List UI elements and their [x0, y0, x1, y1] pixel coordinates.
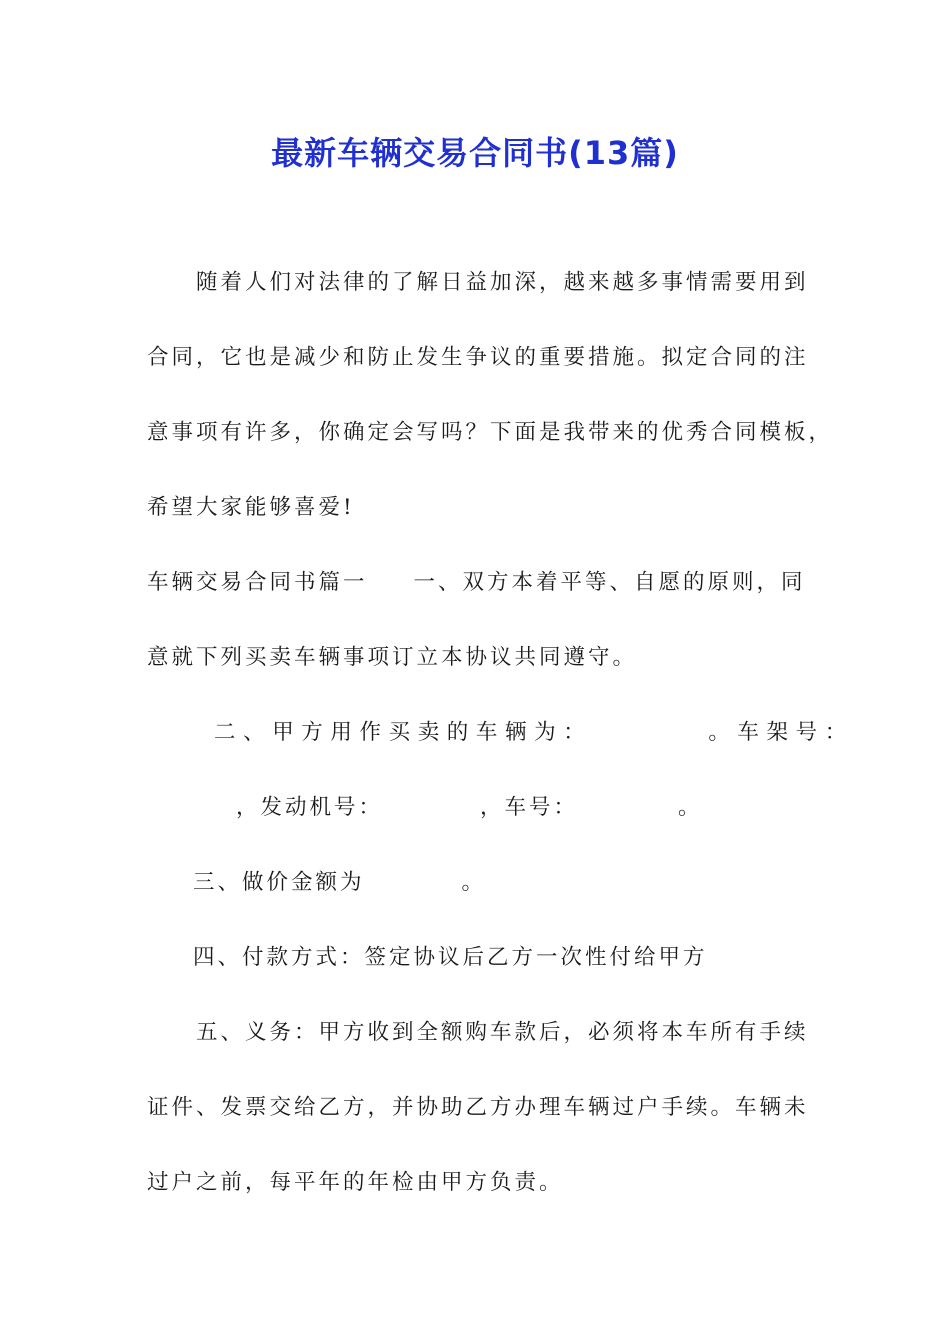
clause-3-line — [193, 868, 486, 898]
clause-4-line: 四、付款方式：签定协议后乙方一次性付给甲方 — [193, 945, 708, 970]
document-title: 最新车辆交易合同书(13篇) — [271, 134, 679, 172]
intro-line-4: 希望大家能够喜爱! — [147, 495, 355, 520]
clause-3-end: 。 — [461, 870, 487, 895]
clause-1-continuation: 意就下列买卖车辆事项订立本协议共同遵守。 — [147, 645, 638, 670]
clause-2-end: 。 — [678, 795, 703, 820]
clause-5-line-3: 过户之前，每平年的年检由甲方负责。 — [147, 1170, 564, 1195]
intro-line-1: 随着人们对法律的了解日益加深，越来越多事情需要用到 — [196, 270, 809, 295]
clause-5-line-1: 五、义务：甲方收到全额购车款后，必须将本车所有手续 — [196, 1020, 809, 1045]
clause-2-line-2 — [236, 793, 703, 823]
clause-2-line-1 — [214, 718, 854, 748]
clause-1-text: 一、双方本着平等、自愿的原则，同 — [413, 570, 806, 595]
clause-2-engine-label: ，发动机号： — [236, 795, 384, 820]
intro-line-2: 合同，它也是减少和防止发生争议的重要措施。拟定合同的注 — [147, 345, 809, 370]
clause-5-line-2: 证件、发票交给乙方，并协助乙方办理车辆过户手续。车辆未 — [147, 1095, 809, 1120]
clause-2-vehicle-label: 二、甲方用作买卖的车辆为： — [214, 720, 593, 745]
section-1-heading: 车辆交易合同书篇一 — [147, 570, 368, 595]
intro-line-3: 意事项有许多，你确定会写吗？下面是我带来的优秀合同模板， — [147, 420, 834, 445]
section-1-first-line — [147, 568, 806, 598]
clause-2-plate-label: ，车号： — [480, 795, 579, 820]
clause-2-vin-label: 。车架号： — [708, 720, 854, 745]
clause-3-price-label: 三、做价金额为 — [193, 870, 365, 895]
